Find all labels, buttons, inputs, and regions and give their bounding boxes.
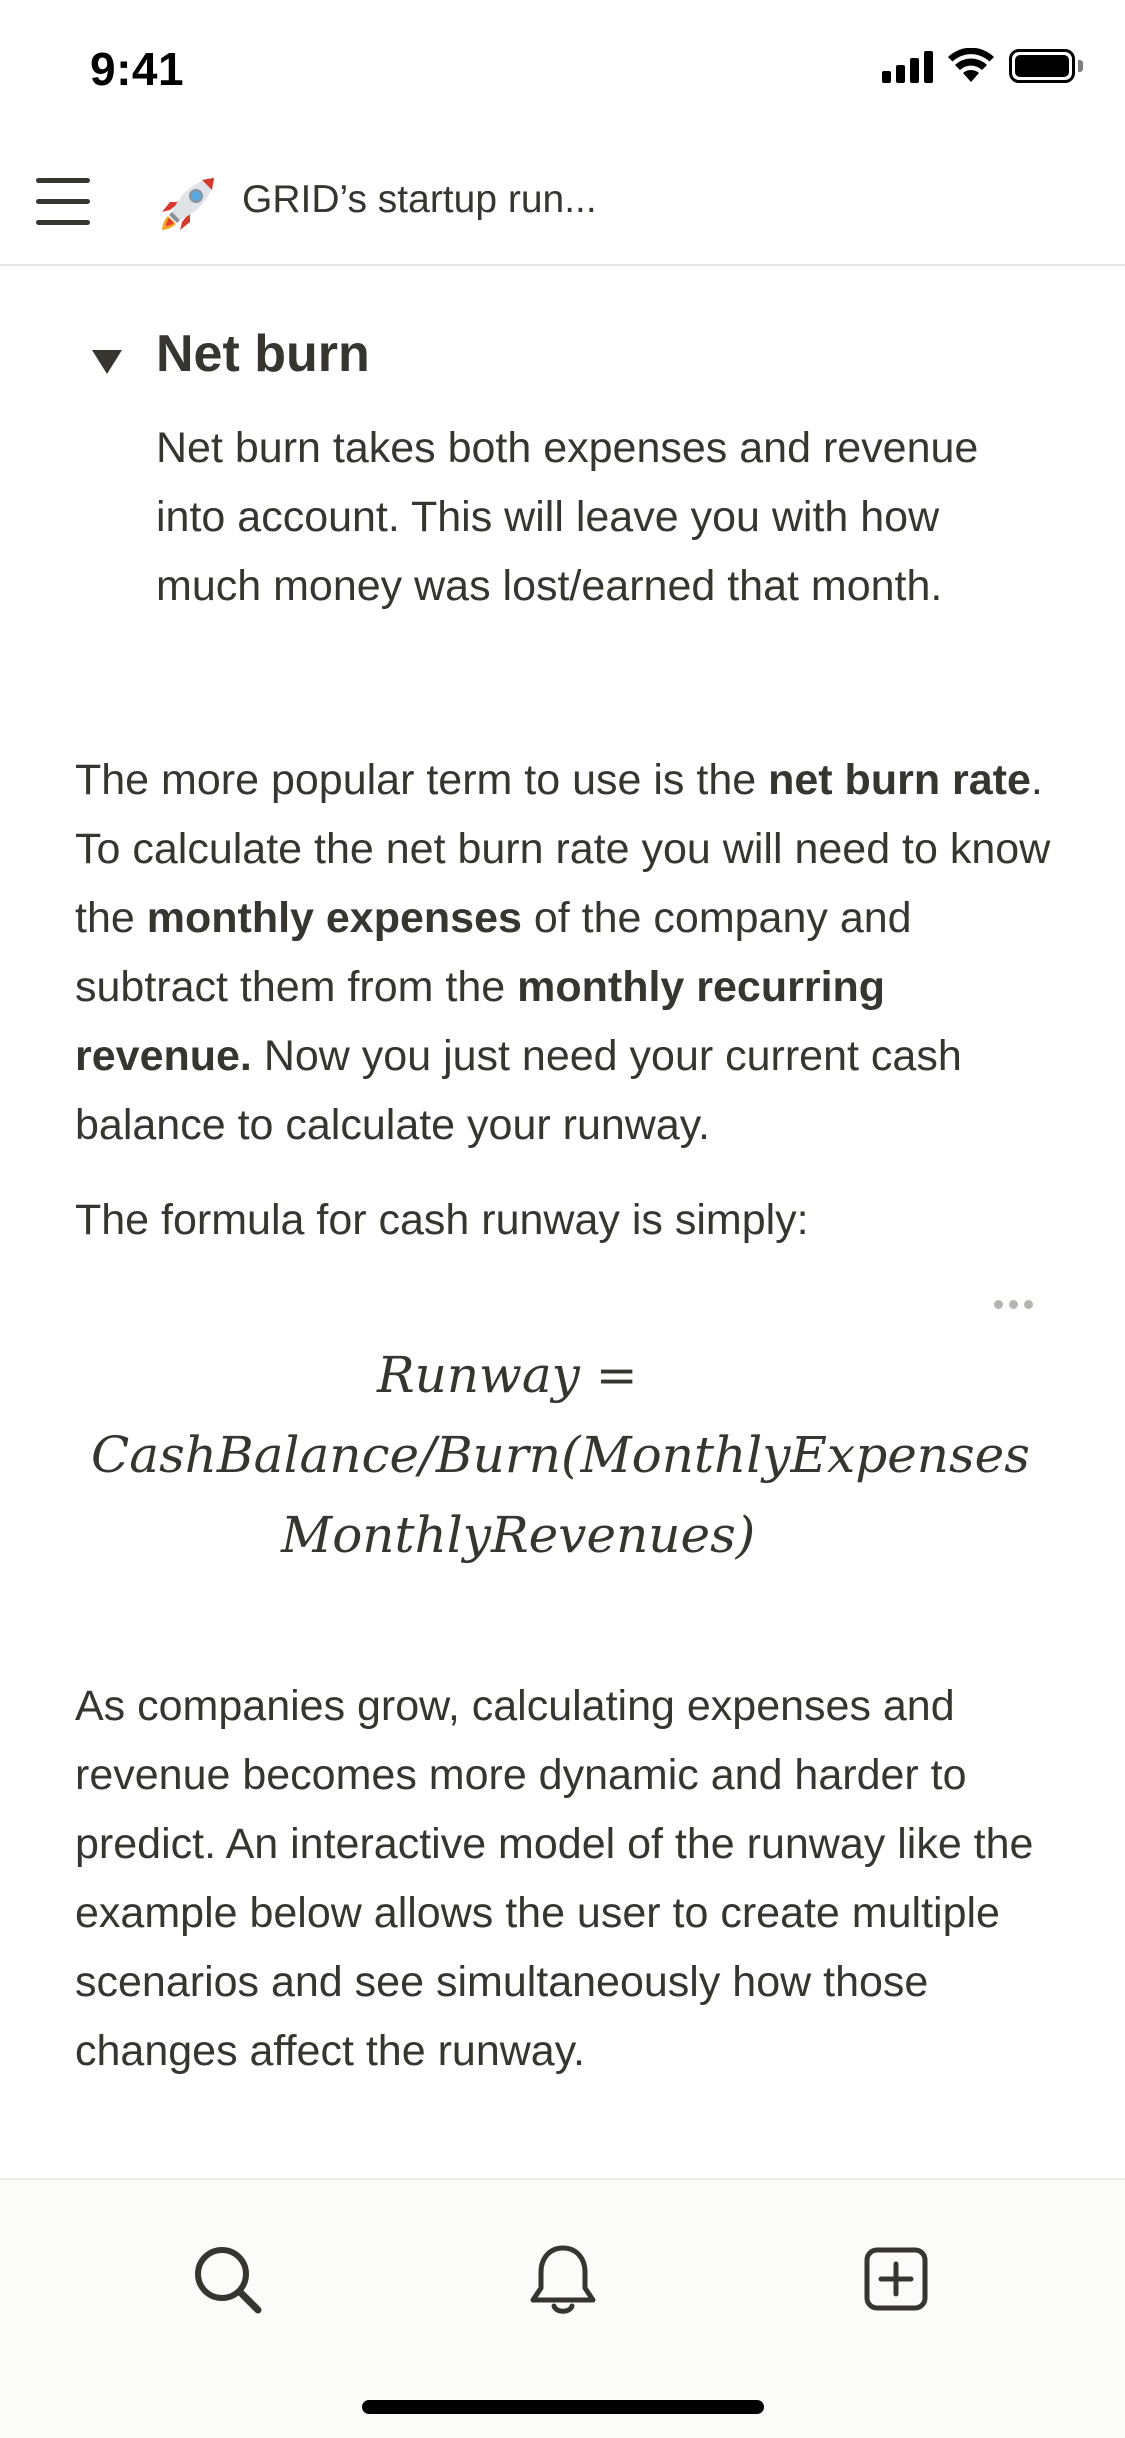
home-indicator[interactable]: [362, 2400, 764, 2414]
bottom-tab-bar: [0, 2178, 1125, 2438]
nav-bar: [0, 140, 1125, 266]
equation-line-1: Runway =: [377, 1346, 638, 1404]
new-page-icon[interactable]: [857, 2240, 937, 2320]
equation-line-3: MonthlyRevenues): [281, 1506, 756, 1564]
status-time: 9:41: [90, 43, 185, 95]
status-bar: [0, 0, 1125, 140]
battery-icon: [1009, 49, 1083, 83]
paragraph-interactive-model: As companies grow, calculating expenses and revenue becomes more dynamic and harder to predict. An interactive model of the runway like the example below allows the user to create multiple scenarios and see simultaneously how those changes affect the runway.: [75, 1682, 1034, 2075]
toggle-body-text: Net burn takes both expenses and revenue into account. This will leave you with how much money was lost/earned that month.: [156, 424, 979, 610]
hamburger-menu-icon[interactable]: [36, 176, 92, 228]
status-icons: [882, 48, 1083, 84]
rocket-icon: [156, 172, 220, 236]
paragraph-formula-intro: The formula for cash runway is simply:: [75, 1196, 809, 1244]
toggle-heading[interactable]: Net burn: [156, 325, 370, 383]
equation-block[interactable]: [75, 1288, 1075, 1568]
search-icon[interactable]: [188, 2240, 268, 2320]
page-title[interactable]: GRID’s startup run...: [242, 178, 597, 221]
cellular-signal-icon: [882, 49, 933, 83]
wifi-icon: [947, 48, 995, 84]
toggle-arrow-icon[interactable]: [92, 350, 122, 374]
bell-icon[interactable]: [523, 2240, 603, 2320]
equation-line-2: CashBalance/Burn(MonthlyExpenses: [91, 1426, 1030, 1484]
page-content: [0, 268, 1125, 2178]
more-options-icon[interactable]: [994, 1300, 1033, 1309]
paragraph-net-burn-rate: The more popular term to use is the net burn rate. To calculate the net burn rate you will need to know the monthly expenses of the company and subtract them from the monthly recurring revenue. Now you just need your current cash balance to calculate your runway.: [75, 756, 1051, 1149]
